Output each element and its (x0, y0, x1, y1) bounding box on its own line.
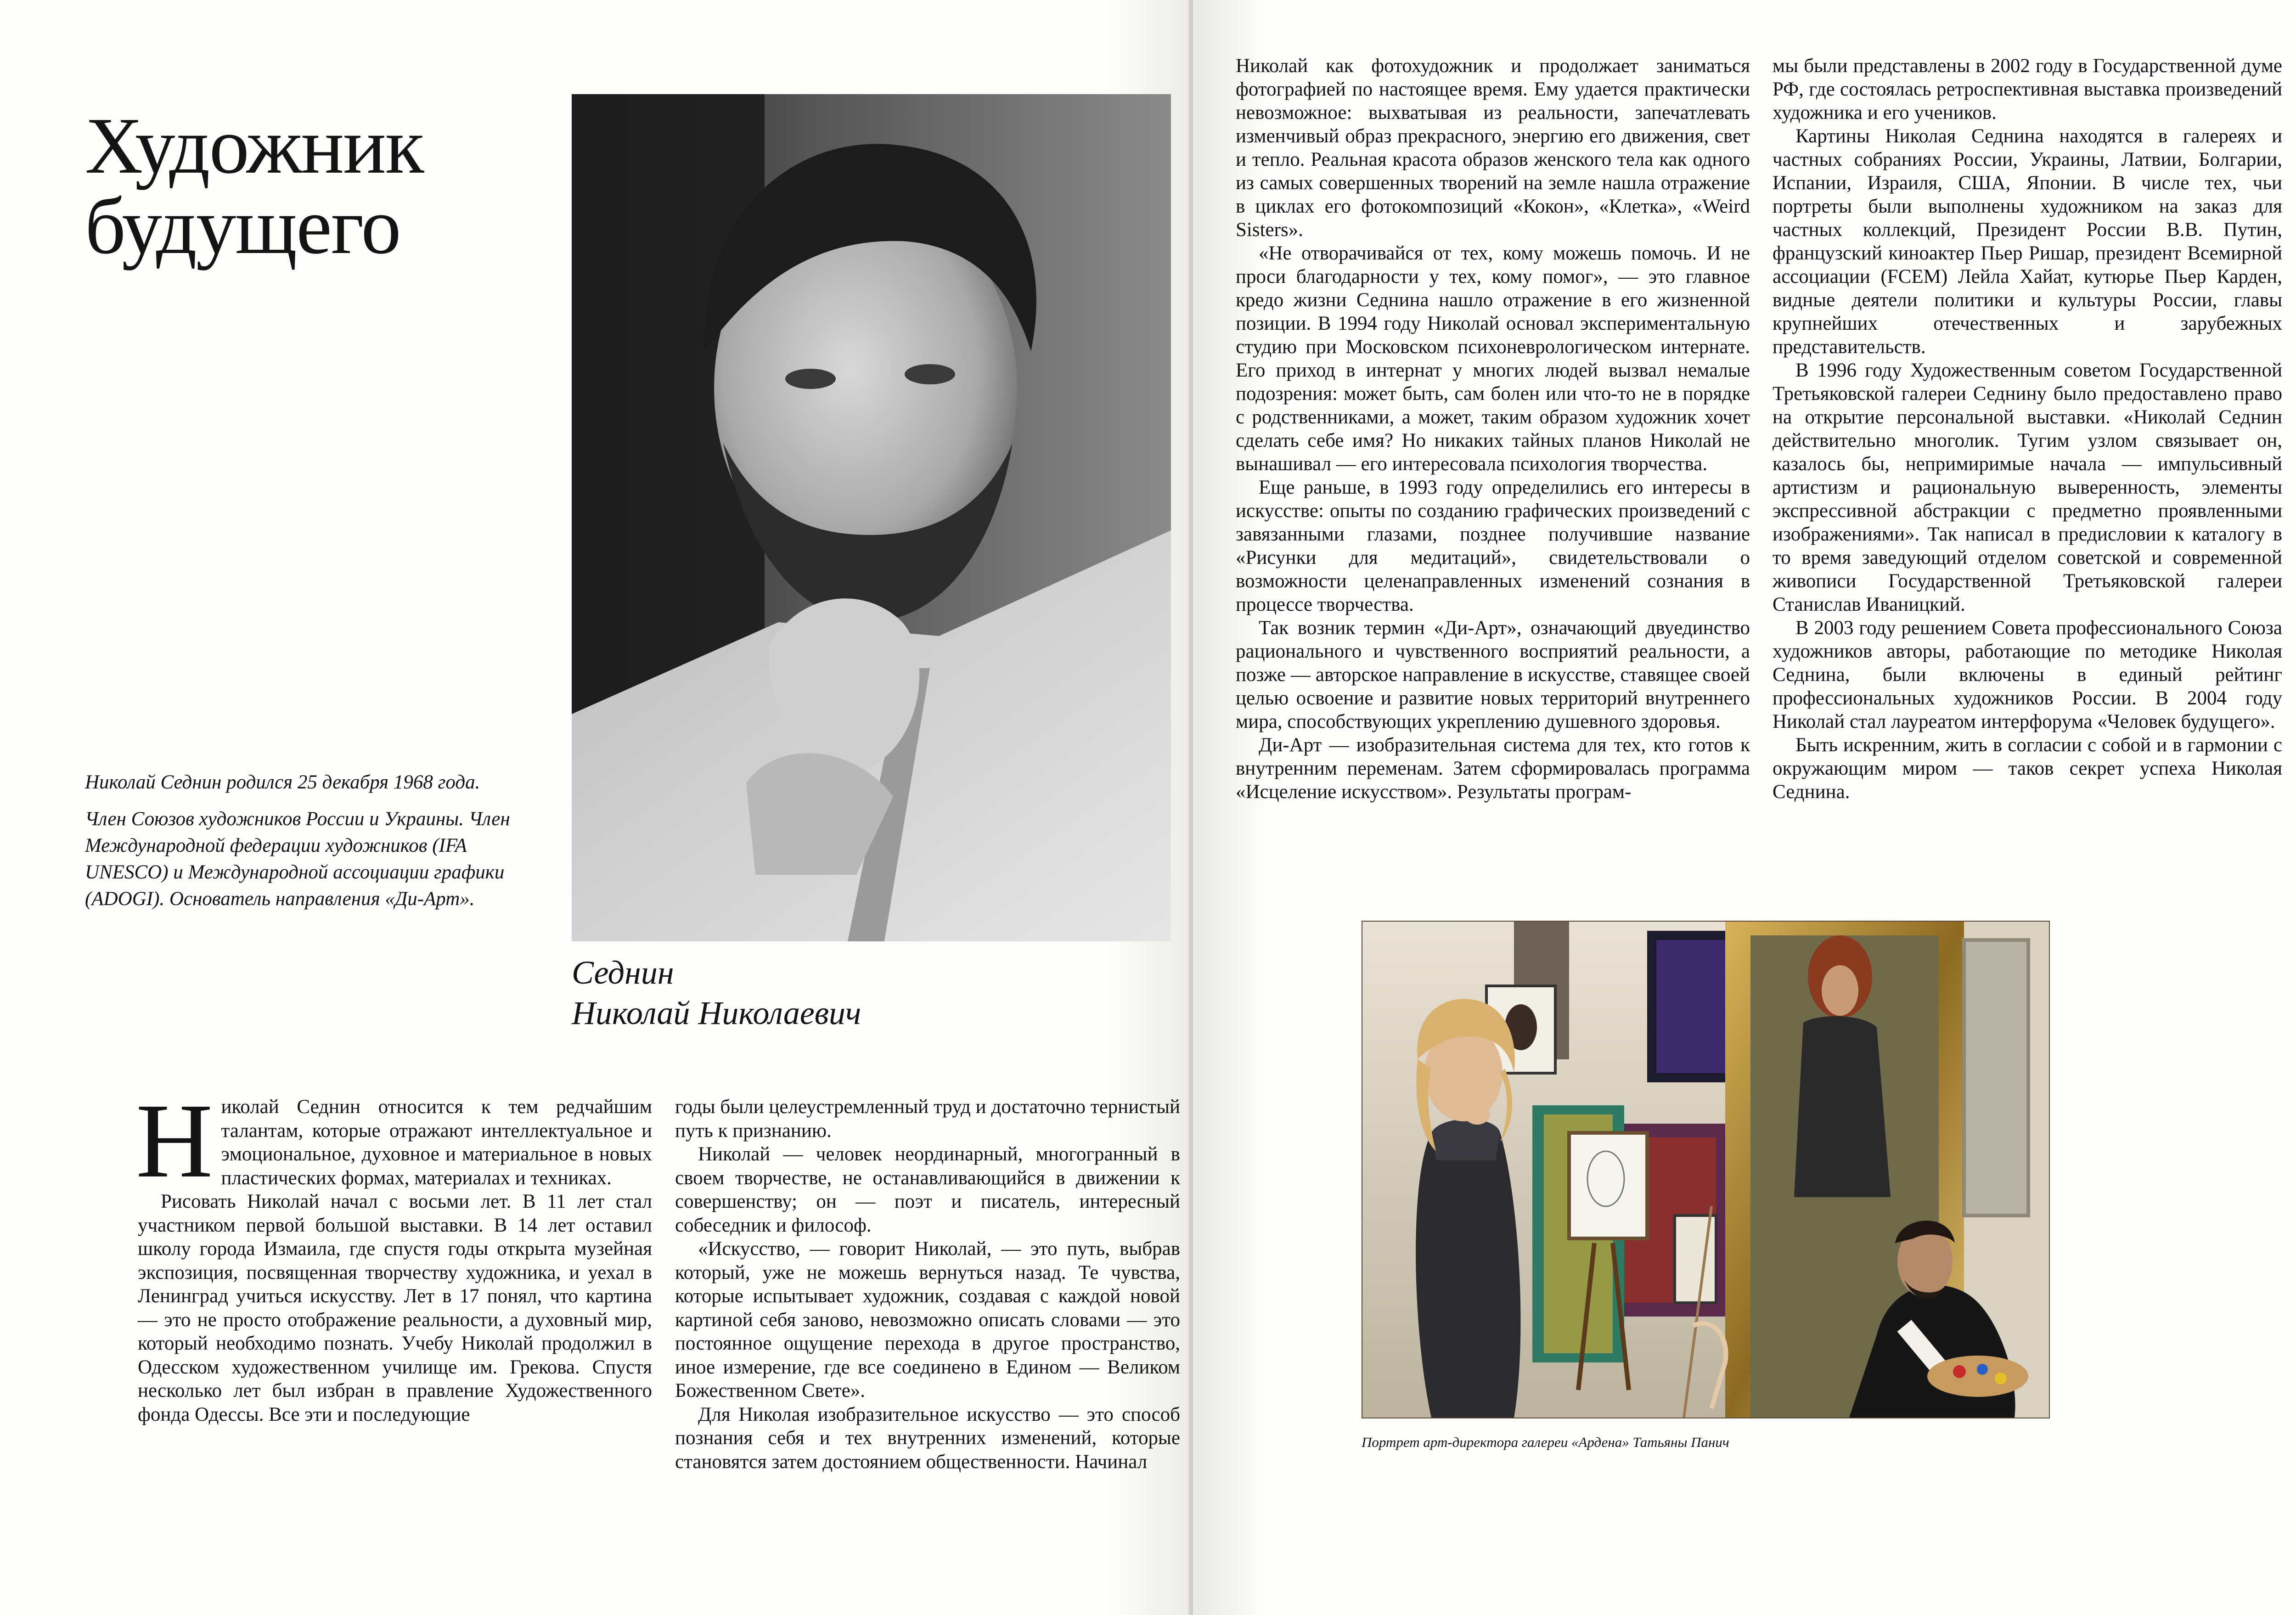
paragraph: Еще раньше, в 1993 году определились его интересы в искусстве: опыты по созданию графических произведений с завязанными глазами, позднее получившие название «Рисунки для медитаций», свидетельствовали о возможности целенаправленных изменений сознания в процессе творчества. (1236, 477, 1750, 615)
paragraph: годы были целеустремленный труд и достаточно тернистый путь к признанию. (675, 1096, 1180, 1142)
paragraph: Николай как фотохудожник и продолжает заниматься фотографией по настоящее время. Ему удается практически невозможное: выхватывая из реальности, запечатлевать изменчивый образ прекрасного, энергию его движения, свет и тепло. Реальная красота образов женского тела как одного из самых совершенных творений на земле нашла отражение в циклах его фотокомпозиций «Кокон», «Клетка», «Weird Sisters». (1236, 55, 1750, 241)
artist-portrait-photo (572, 94, 1171, 941)
artist-given-names: Николай Николаевич (572, 994, 861, 1031)
paragraph: В 1996 году Художественным советом Государственной Третьяковской галереи Седнину было предоставлено право на открытие персональной выставки. «Николай Седнин действительно многолик. Тугим узлом связывает он, казалось бы, непримиримые начала — импульсивный артистизм и рациональную выверенность, элементы экспрессивной абстракции с предметно проявленными изображениями». Так написал в предисловии к каталогу в то время заведующий отделом советской и современной живописи Государственной Третьяковской галереи Станислав Иваницкий. (1773, 360, 2282, 615)
artist-name-caption (572, 953, 861, 1034)
paragraph: «Не отворачивайся от тех, кому можешь помочь. И не проси благодарности у тех, кому помог», — это главное кредо жизни Седнина нашло отражение в его жизненной позиции. В 1994 году Николай основал экспериментальную студию при Московском психоневрологическом интернате. Его приход в интернат у многих людей вызвал немалые подозрения: может быть, сам болен или что-то не в порядке с родственниками, а может, таким образом художник хочет сделать себе имя? Но никаких тайных планов Николай не вынашивал — его интересовала психология творчества. (1236, 242, 1750, 475)
paragraph: Быть искренним, жить в согласии с собой и в гармонии с окружающим миром — таков секрет успеха Николая Седнина. (1773, 734, 2282, 803)
paragraph-text: иколай Седнин относится к тем редчайшим талантам, которые отражают интеллектуальное и эмоциональное, духовное и материальное в новых пластических формах, материалах и техниках. (221, 1096, 652, 1189)
intro-membership: Член Союзов художников России и Украины. Член Международной федерации художников (IFA UNESCO) и Международной ассоциации графики (ADOGI). Основатель направления «Ди-Арт». (85, 808, 510, 910)
paragraph: «Искусство, — говорит Николай, — это путь, выбрав который, уже не можешь вернуться назад. Те чувства, которые испытывает художник, создавая с каждой новой картиной себя заново, невозможно описать словами — это постоянное ощущение перехода в другое пространство, иное измерение, где все соединено в Едином — Великом Божественном Свете». (675, 1238, 1180, 1401)
text-column-3 (1236, 54, 1750, 804)
paragraph (136, 1082, 652, 1200)
paragraph: В 2003 году решением Совета профессионального Союза художников авторы, работающие по методике Николая Седнина, были включены в единый рейтинг профессиональных художников России. В 2004 году Николай стал лауреатом интерфорума «Человек будущего». (1773, 617, 2282, 732)
paragraph: Николай — человек неординарный, многогранный в своем творчестве, не останавливающийся в движении к совершенству; он — поэт и писатель, интересный собеседник и философ. (675, 1143, 1180, 1236)
title-line-1: Художник (85, 101, 423, 190)
paragraph: Так возник термин «Ди-Арт», означающий двуединство рационального и чувственного восприятий реальности, а позже — авторское направление в искусстве, ставящее своей целью освоение и развитие новых территорий внутреннего мира, способствующих укреплению душевного здоровья. (1236, 617, 1750, 732)
drop-cap: Н (136, 1082, 213, 1200)
photo-caption: Портрет арт-директора галереи «Ардена» Татьяны Панич (1362, 1434, 1729, 1450)
intro-bio (85, 769, 544, 923)
title-line-2: будущего (85, 181, 400, 270)
artist-surname: Седнин (572, 954, 674, 991)
intro-birth: Николай Седнин родился 25 декабря 1968 года. (85, 771, 480, 793)
paragraph: Картины Николая Седнина находятся в галереях и частных собраниях России, Украины, Латвии, Болгарии, Испании, Израиля, США, Японии. В числе тех, чьи портреты были выполнены художником на заказ для частных коллекций, Президент России В.В. Путин, французский киноактер Пьер Ришар, президент Всемирной ассоциации (FCEM) Лейла Хайат, кутюрье Пьер Карден, видные деятели политики и культуры России, главы крупнейших отечественных и зарубежных представительств. (1773, 125, 2282, 358)
text-column-2 (675, 1095, 1180, 1474)
article-title (85, 101, 423, 270)
paragraph: мы были представлены в 2002 году в Государственной думе РФ, где состоялась ретроспективная выставка произведений художника и его учеников. (1773, 55, 2282, 124)
paragraph: Рисовать Николай начал с восьми лет. В 11 лет стал участником первой большой выставки. В 14 лет оставил школу города Измаила, где спустя годы открыта музейная экспозиция, посвященная творчеству художника, и уехал в Ленинград учиться искусству. Лет в 17 понял, что картина — это не просто отображение реальности, а духовный мир, который необходимо познать. Учебу Николай продолжил в Одесском художественном училище им. Грекова. Спустя несколько лет был избран в правление Художественного фонда Одессы. Все эти и последующие (138, 1191, 652, 1425)
paragraph: Для Николая изобразительное искусство — это способ познания себя и тех внутренних изменений, которые становятся затем достоянием общественности. Начинал (675, 1403, 1180, 1473)
paragraph: Ди-Арт — изобразительная система для тех, кто готов к внутренним переменам. Затем сформировалась программа «Исцеление искусством». Результаты програм- (1236, 734, 1750, 803)
gallery-portrait-photo (1362, 921, 2050, 1418)
text-column-1 (136, 1082, 652, 1426)
text-column-4 (1773, 54, 2282, 804)
